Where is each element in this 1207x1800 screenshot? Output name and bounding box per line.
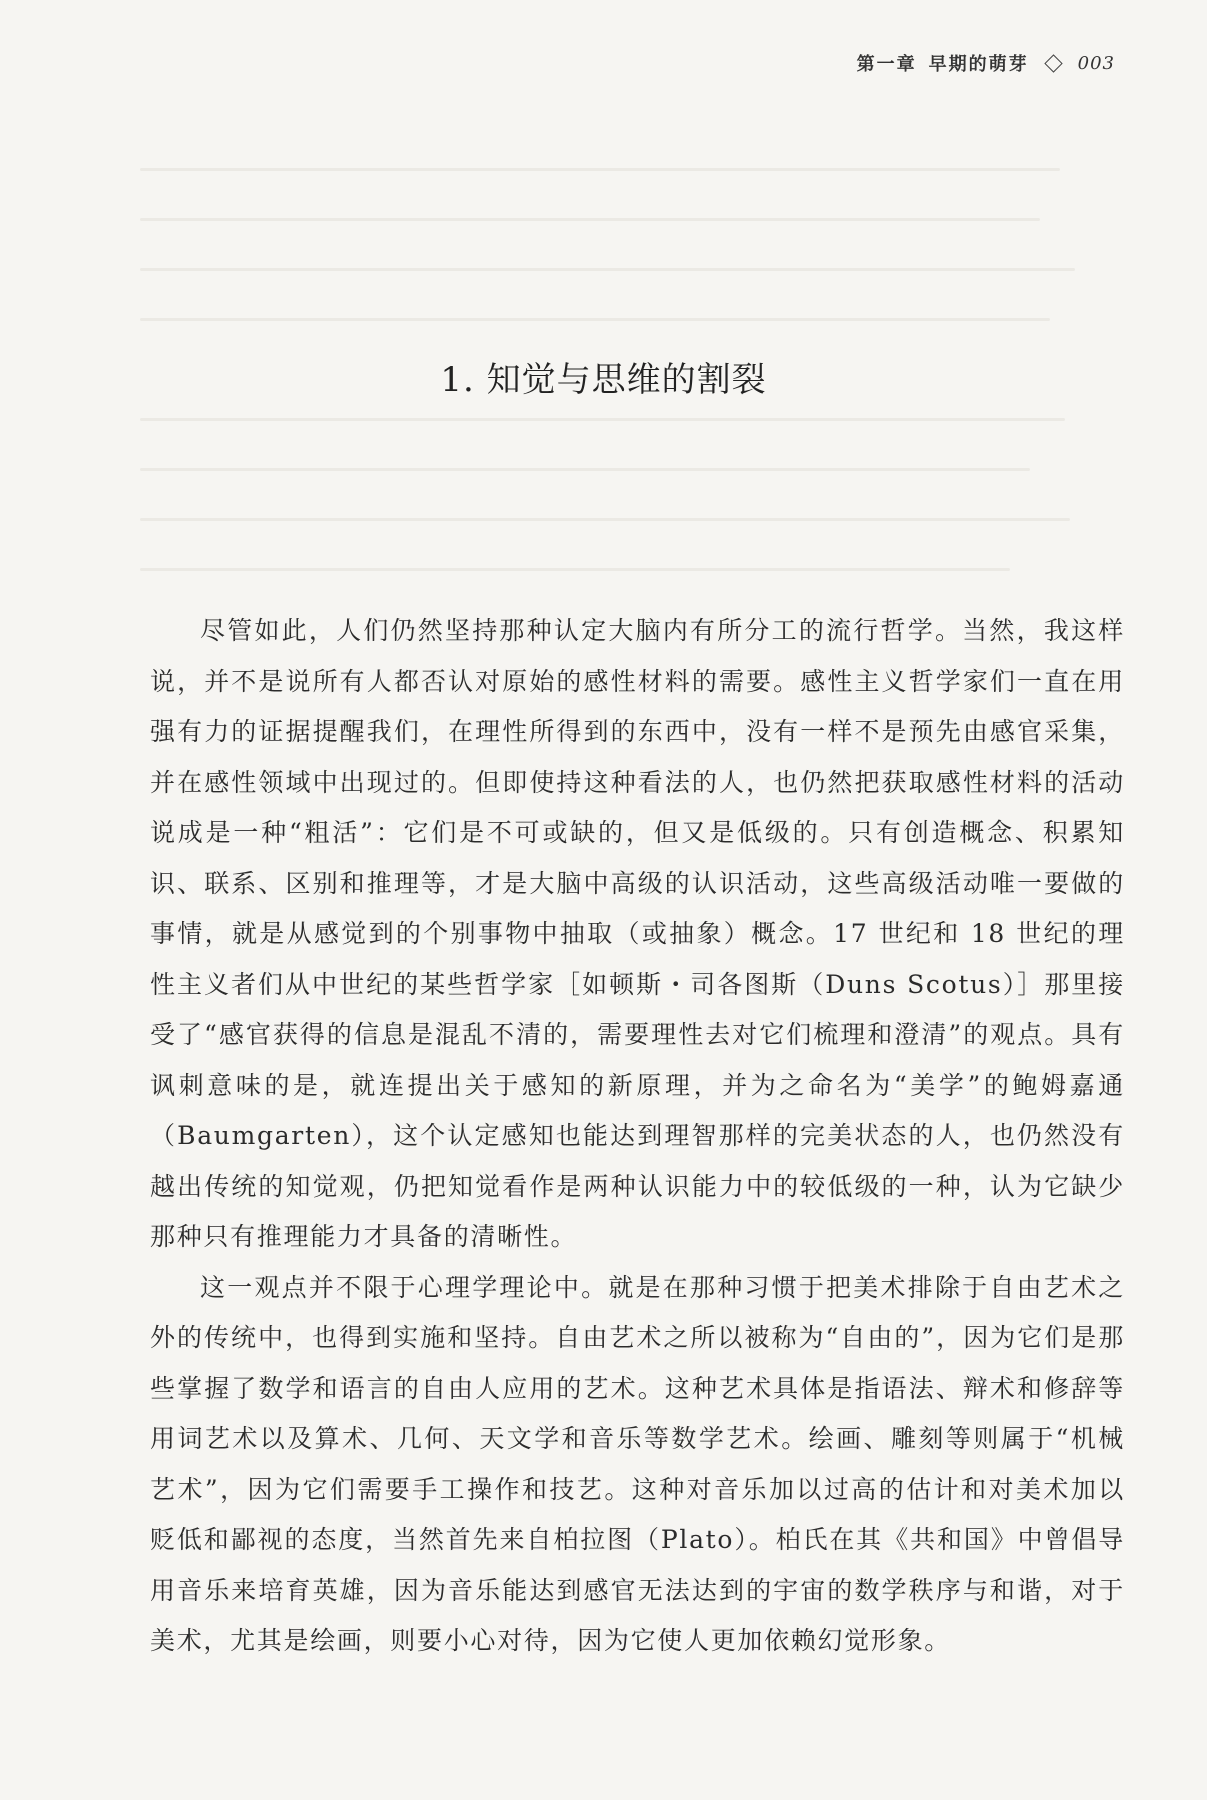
section-heading: 1. 知觉与思维的割裂 bbox=[440, 360, 767, 400]
chapter-title: 早期的萌芽 bbox=[928, 54, 1029, 75]
paragraph: 这一观点并不限于心理学理论中。就是在那种习惯于把美术排除于自由艺术之外的传统中，也得到实施和坚持。自由艺术之所以被称为“自由的”，因为它们是那些掌握了数学和语言的自由人应用的艺术。这种艺术具体是指语法、辩术和修辞等用词艺术以及算术、几何、天文学和音乐等数学艺术。绘画、雕刻等则属于“机械艺术”，因为它们需要手工操作和技艺。这种对音乐加以过高的估计和对美术加以贬低和鄙视的态度，当然首先来自柏拉图（Plato）。柏氏在其《共和国》中曾倡导用音乐来培育英雄，因为音乐能达到感官无法达到的宇宙的数学秩序与和谐，对于美术，尤其是绘画，则要小心对待，因为它使人更加依赖幻觉形象。 bbox=[150, 1272, 1125, 1655]
diamond-icon bbox=[1044, 54, 1062, 72]
page-number: 003 bbox=[1077, 52, 1115, 74]
running-header bbox=[857, 50, 1115, 76]
body-text bbox=[150, 606, 1125, 1667]
paragraph: 尽管如此，人们仍然坚持那种认定大脑内有所分工的流行哲学。当然，我这样说，并不是说所有人都否认对原始的感性材料的需要。感性主义哲学家们一直在用强有力的证据提醒我们，在理性所得到的东西中，没有一样不是预先由感官采集，并在感性领域中出现过的。但即使持这种看法的人，也仍然把获取感性材料的活动说成是一种“粗活”：它们是不可或缺的，但又是低级的。只有创造概念、积累知识、联系、区别和推理等，才是大脑中高级的认识活动，这些高级活动唯一要做的事情，就是从感觉到的个别事物中抽取（或抽象）概念。17 世纪和 18 世纪的理性主义者们从中世纪的某些哲学家［如顿斯・司各图斯（Duns Scotus）］那里接受了“感官获得的信息是混乱不清的，需要理性去对它们梳理和澄清”的观点。具有讽刺意味的是，就连提出关于感知的新原理，并为之命名为“美学”的鲍姆嘉通（Baumgarten），这个认定感知也能达到理智那样的完美状态的人，也仍然没有越出传统的知觉观，仍把知觉看作是两种认识能力中的较低级的一种，认为它缺少那种只有推理能力才具备的清晰性。 bbox=[150, 616, 1125, 1251]
chapter-label: 第一章 bbox=[856, 54, 917, 75]
